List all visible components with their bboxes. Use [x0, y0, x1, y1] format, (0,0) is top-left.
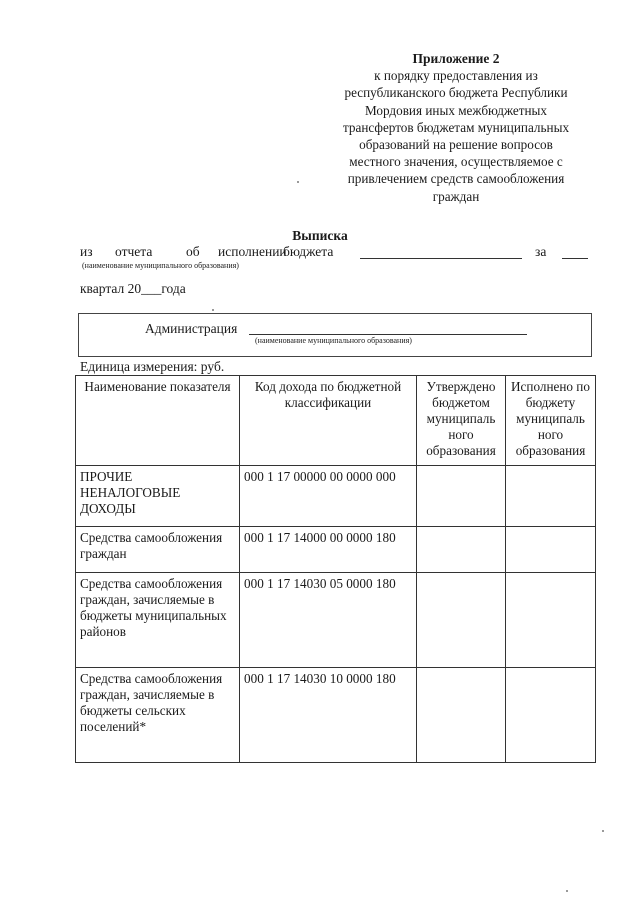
table-row: [76, 668, 596, 763]
report-word: бюджета: [283, 244, 334, 259]
row-code: 000 1 17 00000 00 0000 000: [240, 466, 417, 527]
appendix-line: местного значения, осуществляемое с: [349, 154, 563, 170]
row-approved: [417, 527, 506, 573]
report-word: за: [535, 244, 547, 259]
admin-box: [78, 313, 592, 357]
scan-speck: [566, 890, 568, 892]
appendix-line: привлечением средств самообложения: [347, 171, 565, 187]
quarter-line: квартал 20___года: [80, 281, 186, 296]
header-code: Код дохода по бюджетной классификации: [240, 376, 417, 466]
admin-underline: [249, 334, 527, 335]
appendix-block: [318, 50, 594, 205]
scan-speck: [297, 181, 299, 183]
report-word: об: [186, 244, 200, 259]
header-executed: Исполнено по бюджету муниципаль ного образования: [506, 376, 596, 466]
row-code: 000 1 17 14030 10 0000 180: [240, 668, 417, 763]
appendix-line: граждан: [432, 188, 480, 204]
header-approved: Утверждено бюджетом муниципаль ного образования: [417, 376, 506, 466]
table-row: [76, 466, 596, 527]
report-hint: (наименование муниципального образования): [82, 261, 239, 270]
appendix-line: трансфертов бюджетам муниципальных: [342, 119, 570, 135]
table-row: [76, 573, 596, 668]
row-executed: [506, 466, 596, 527]
header-name: Наименование показателя: [76, 376, 240, 466]
table-header-row: [76, 376, 596, 466]
report-word: из: [80, 244, 93, 259]
row-name: Средства самообложения граждан, зачисляемые в бюджеты муниципальных районов: [76, 573, 240, 668]
scan-speck: [212, 309, 214, 311]
row-executed: [506, 668, 596, 763]
row-code: 000 1 17 14000 00 0000 180: [240, 527, 417, 573]
appendix-line: образований на решение вопросов: [359, 137, 553, 153]
scan-speck: [602, 830, 604, 832]
table-row: [76, 527, 596, 573]
row-approved: [417, 466, 506, 527]
appendix-line: республиканского бюджета Республики: [344, 85, 568, 101]
row-code: 000 1 17 14030 05 0000 180: [240, 573, 417, 668]
report-line: [80, 244, 590, 274]
budget-name-underline: [360, 258, 522, 259]
report-word: исполнении: [218, 244, 287, 259]
row-name: Средства самообложения граждан: [76, 527, 240, 573]
appendix-line: Мордовия иных межбюджетных: [364, 102, 548, 118]
report-word: отчета: [115, 244, 153, 259]
admin-hint: (наименование муниципального образования): [255, 336, 412, 345]
row-name: Средства самообложения граждан, зачисляемые в бюджеты сельских поселений*: [76, 668, 240, 763]
units-label: Единица измерения: руб.: [80, 359, 225, 374]
row-approved: [417, 573, 506, 668]
row-executed: [506, 573, 596, 668]
row-executed: [506, 527, 596, 573]
row-approved: [417, 668, 506, 763]
quarter-underline: [562, 258, 588, 259]
report-table: [75, 375, 596, 763]
row-name: ПРОЧИЕ НЕНАЛОГОВЫЕ ДОХОДЫ: [76, 466, 240, 527]
appendix-title: Приложение 2: [412, 51, 500, 66]
appendix-line: к порядку предоставления из: [374, 68, 538, 84]
admin-label: Администрация: [145, 321, 238, 336]
document-title: Выписка: [292, 228, 348, 243]
